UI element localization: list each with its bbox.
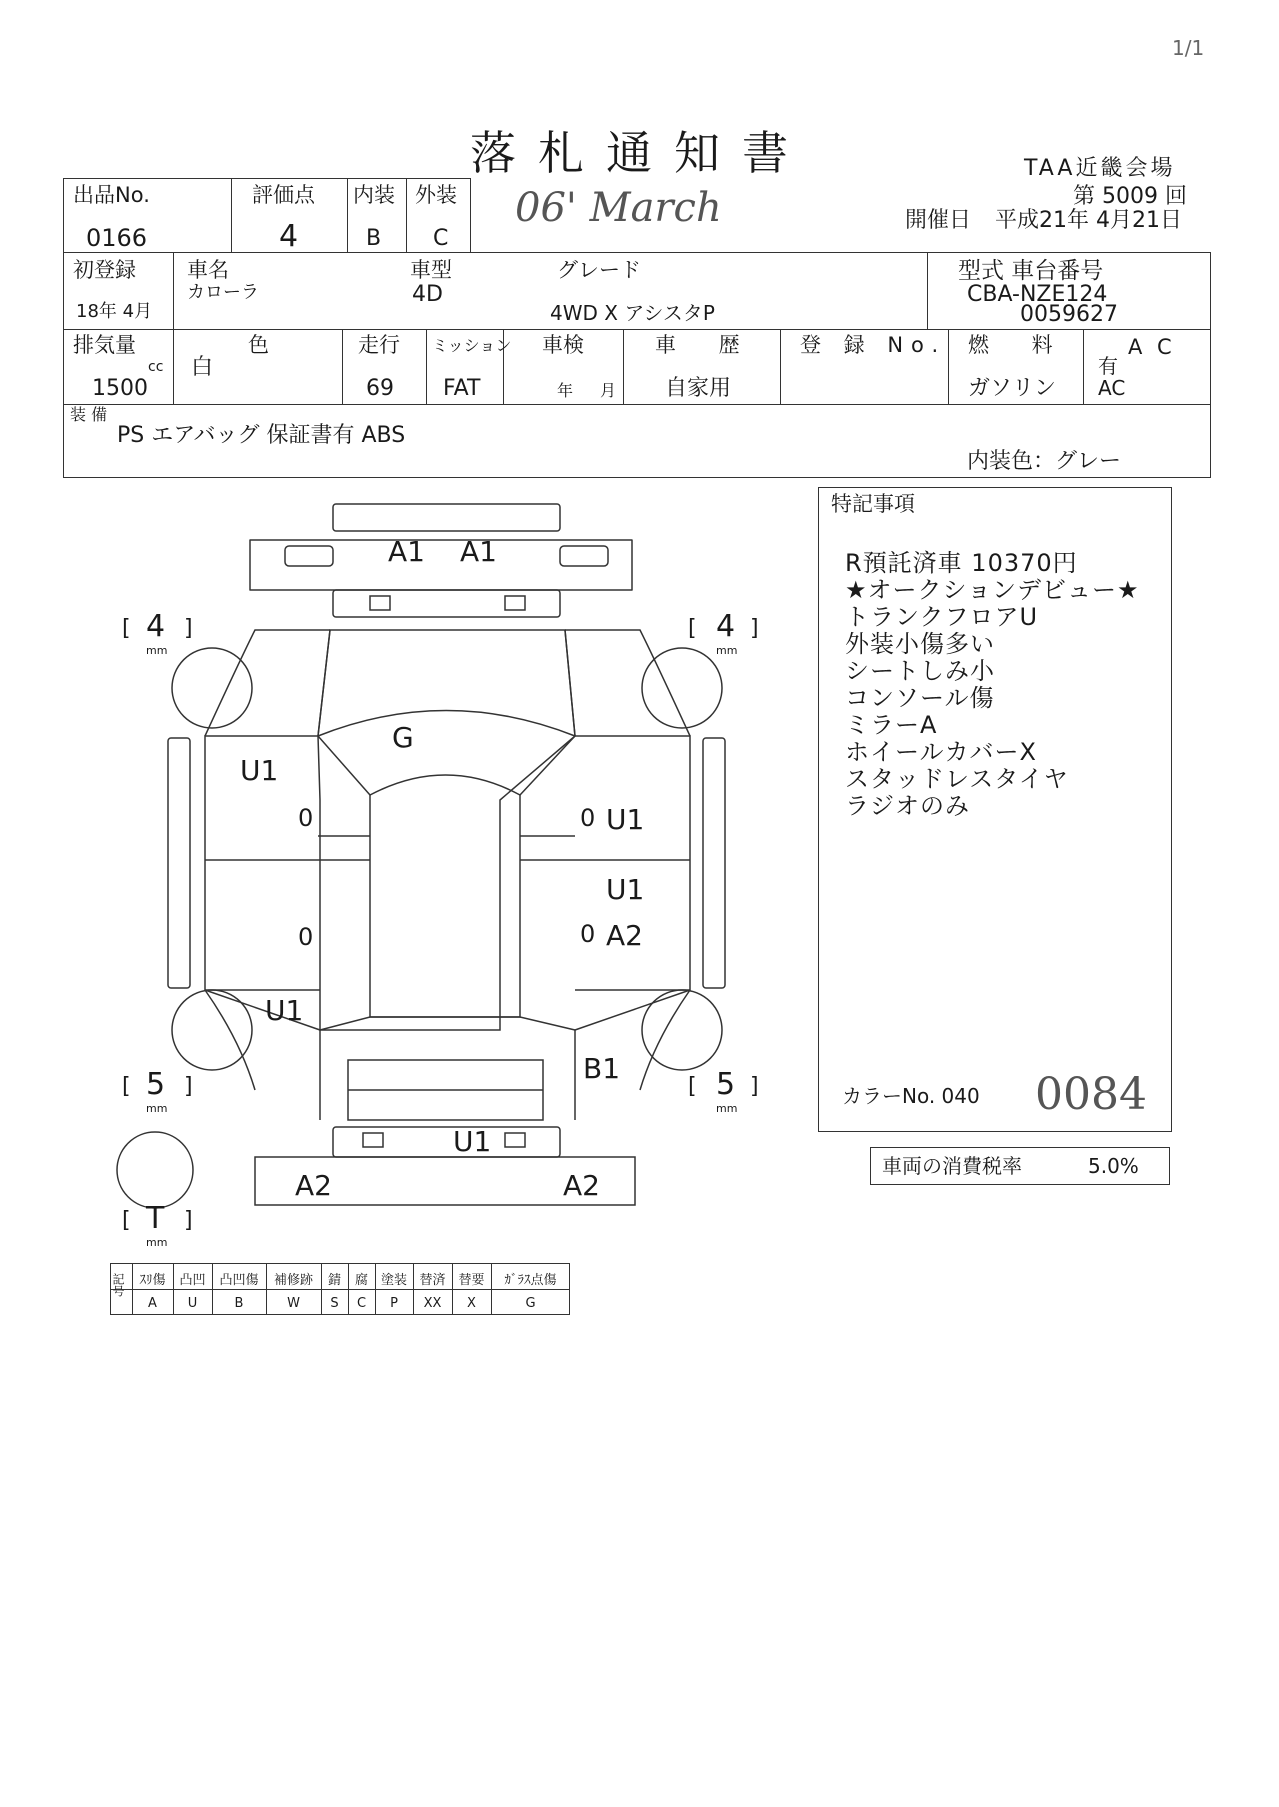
- legend-header: 錆: [327, 1273, 341, 1288]
- tread-value: 4: [146, 609, 166, 644]
- ac-label: A C: [1128, 335, 1176, 359]
- note-line: スタッドレスタイヤ: [845, 765, 1069, 793]
- document-title: 落札通知書: [470, 126, 810, 180]
- car-name-label: 車名: [187, 258, 229, 282]
- mark-right-rear-door: U1: [606, 873, 645, 906]
- tread-value: T: [146, 1201, 165, 1236]
- legend-code: X: [467, 1296, 476, 1311]
- regno-label: 登 録 No.: [800, 333, 947, 357]
- mark-left-rear-fender: U1: [265, 994, 304, 1027]
- mark-rear-bumper-left: A2: [295, 1169, 332, 1202]
- interior-grade: B: [366, 226, 382, 251]
- mark-front-bumper-right: A1: [460, 535, 497, 568]
- score-value: 4: [279, 219, 299, 254]
- note-line: ミラーA: [845, 711, 938, 739]
- venue: TAA近畿会場: [1024, 156, 1176, 181]
- history-label: 車 歴: [655, 333, 758, 357]
- ac-has: 有: [1098, 354, 1118, 378]
- tread-value: 5: [716, 1067, 736, 1102]
- tread-value: 5: [146, 1067, 166, 1102]
- legend-header: 替済: [419, 1273, 446, 1288]
- legend-code: P: [390, 1296, 398, 1311]
- color-value: 白: [191, 355, 214, 380]
- legend-header: 補修跡: [273, 1273, 313, 1288]
- legend-code: B: [234, 1296, 244, 1311]
- tread-rear-right: [ 5 ] mm: [688, 1067, 759, 1115]
- legend-header: 替要: [458, 1273, 485, 1288]
- legend-code: A: [148, 1296, 157, 1311]
- lot-number: 0166: [86, 224, 148, 252]
- mileage-value: 69: [366, 376, 394, 401]
- note-line: トランクフロアU: [845, 603, 1039, 631]
- history-value: 自家用: [665, 376, 732, 401]
- color-label: 色: [248, 333, 269, 357]
- grade-label: グレード: [557, 258, 641, 282]
- tread-spare: [ T ] mm: [122, 1201, 193, 1249]
- tread-unit: mm: [716, 644, 738, 657]
- legend-code: U: [187, 1296, 198, 1311]
- interior-label: 内装: [353, 183, 395, 207]
- tread-front-left: [ 4 ] mm: [122, 609, 193, 657]
- mark-rear-bumper-right: A2: [563, 1169, 600, 1202]
- legend-header: 凸凹傷: [219, 1273, 259, 1288]
- note-line: ラジオのみ: [845, 792, 970, 820]
- date-label: 開催日: [905, 208, 972, 233]
- tax-label: 車両の消費税率: [882, 1154, 1022, 1178]
- car-name: カローラ: [187, 282, 259, 303]
- grade-value: 4WD X アシスタP: [550, 301, 715, 325]
- legend-table: [110, 1263, 570, 1315]
- session: 第 5009 回: [1073, 184, 1187, 209]
- tax-value: 5.0%: [1088, 1154, 1139, 1178]
- handwritten-model: 06' March: [515, 185, 722, 231]
- model-code: CBA-NZE124: [967, 282, 1108, 307]
- tread-rear-left: [ 5 ] mm: [122, 1067, 193, 1115]
- interior-color: 内装色：グレー: [967, 449, 1122, 474]
- legend-header: ｽﾘ傷: [139, 1273, 166, 1288]
- equipment-label: 装 備: [70, 405, 108, 424]
- mark-left-rear-zero: 0: [298, 923, 314, 951]
- mark-right-rear-door-2: A2: [606, 919, 643, 952]
- score-label: 評価点: [252, 183, 315, 207]
- fuel-value: ガソリン: [968, 376, 1057, 401]
- mark-front-bumper-left: A1: [388, 535, 425, 568]
- legend-header: 凸凹: [179, 1273, 206, 1288]
- mileage-label: 走行: [358, 333, 400, 357]
- exterior-grade: C: [433, 226, 449, 251]
- first-reg-value: 18年 4月: [76, 301, 153, 322]
- tread-unit: mm: [146, 644, 168, 657]
- legend-code: XX: [423, 1296, 442, 1311]
- note-line: ★オークションデビュー★: [845, 576, 1140, 604]
- tread-unit: mm: [146, 1102, 168, 1115]
- inspection-month: 月: [600, 381, 617, 400]
- displacement-label: 排気量: [73, 333, 136, 357]
- mark-right-rear-zero: 0: [580, 920, 596, 948]
- mark-right-front-door: U1: [606, 803, 645, 836]
- legend-code: S: [330, 1296, 339, 1311]
- mission-value: FAT: [443, 376, 481, 401]
- displacement-unit: cc: [148, 359, 164, 375]
- inspection-year: 年: [557, 381, 574, 400]
- note-line: 外装小傷多い: [845, 630, 995, 658]
- fuel-label: 燃 料: [968, 333, 1071, 357]
- note-line: R預託済車 10370円: [845, 549, 1078, 577]
- color-number: カラーNo. 040: [842, 1084, 980, 1108]
- ac-value: AC: [1098, 376, 1126, 400]
- date-value: 平成21年 4月21日: [995, 208, 1182, 233]
- mark-trunk: U1: [453, 1125, 492, 1158]
- displacement-value: 1500: [92, 376, 148, 401]
- mark-left-front-fender: U1: [240, 754, 279, 787]
- tread-unit: mm: [146, 1236, 168, 1249]
- note-line: シートしみ小: [845, 657, 995, 685]
- mark-windshield: G: [392, 721, 414, 754]
- lot-label: 出品No.: [73, 183, 150, 207]
- inspection-label: 車検: [542, 333, 584, 357]
- chassis-number: 0059627: [1020, 302, 1118, 327]
- legend-header: 腐: [354, 1273, 368, 1288]
- note-line: ホイールカバーX: [845, 738, 1037, 766]
- notes-title: 特記事項: [831, 492, 915, 516]
- legend-code: G: [525, 1296, 536, 1311]
- mark-right-rear-fender: B1: [583, 1052, 621, 1085]
- mark-right-front-zero: 0: [580, 804, 596, 832]
- color-handwritten: 0084: [1035, 1069, 1147, 1120]
- body-type-label: 車型: [410, 258, 452, 282]
- first-reg-label: 初登録: [73, 258, 136, 282]
- page-number: 1/1: [1172, 36, 1205, 60]
- mission-label: ミッション: [432, 336, 512, 355]
- exterior-label: 外装: [415, 183, 457, 207]
- legend-header: ｶﾞﾗｽ点傷: [504, 1273, 557, 1288]
- note-line: コンソール傷: [845, 684, 995, 712]
- tread-front-right: [ 4 ] mm: [688, 609, 759, 657]
- legend-header: 塗装: [380, 1273, 407, 1288]
- legend-code: C: [356, 1296, 367, 1311]
- legend-code: W: [287, 1296, 300, 1311]
- model-label: 型式 車台番号: [958, 258, 1104, 284]
- tread-unit: mm: [716, 1102, 738, 1115]
- body-type: 4D: [412, 282, 443, 307]
- mark-left-front-zero: 0: [298, 804, 314, 832]
- legend-side-label: 記号: [111, 1273, 125, 1297]
- equipment-value: PS エアバッグ 保証書有 ABS: [117, 423, 406, 448]
- tread-value: 4: [716, 609, 736, 644]
